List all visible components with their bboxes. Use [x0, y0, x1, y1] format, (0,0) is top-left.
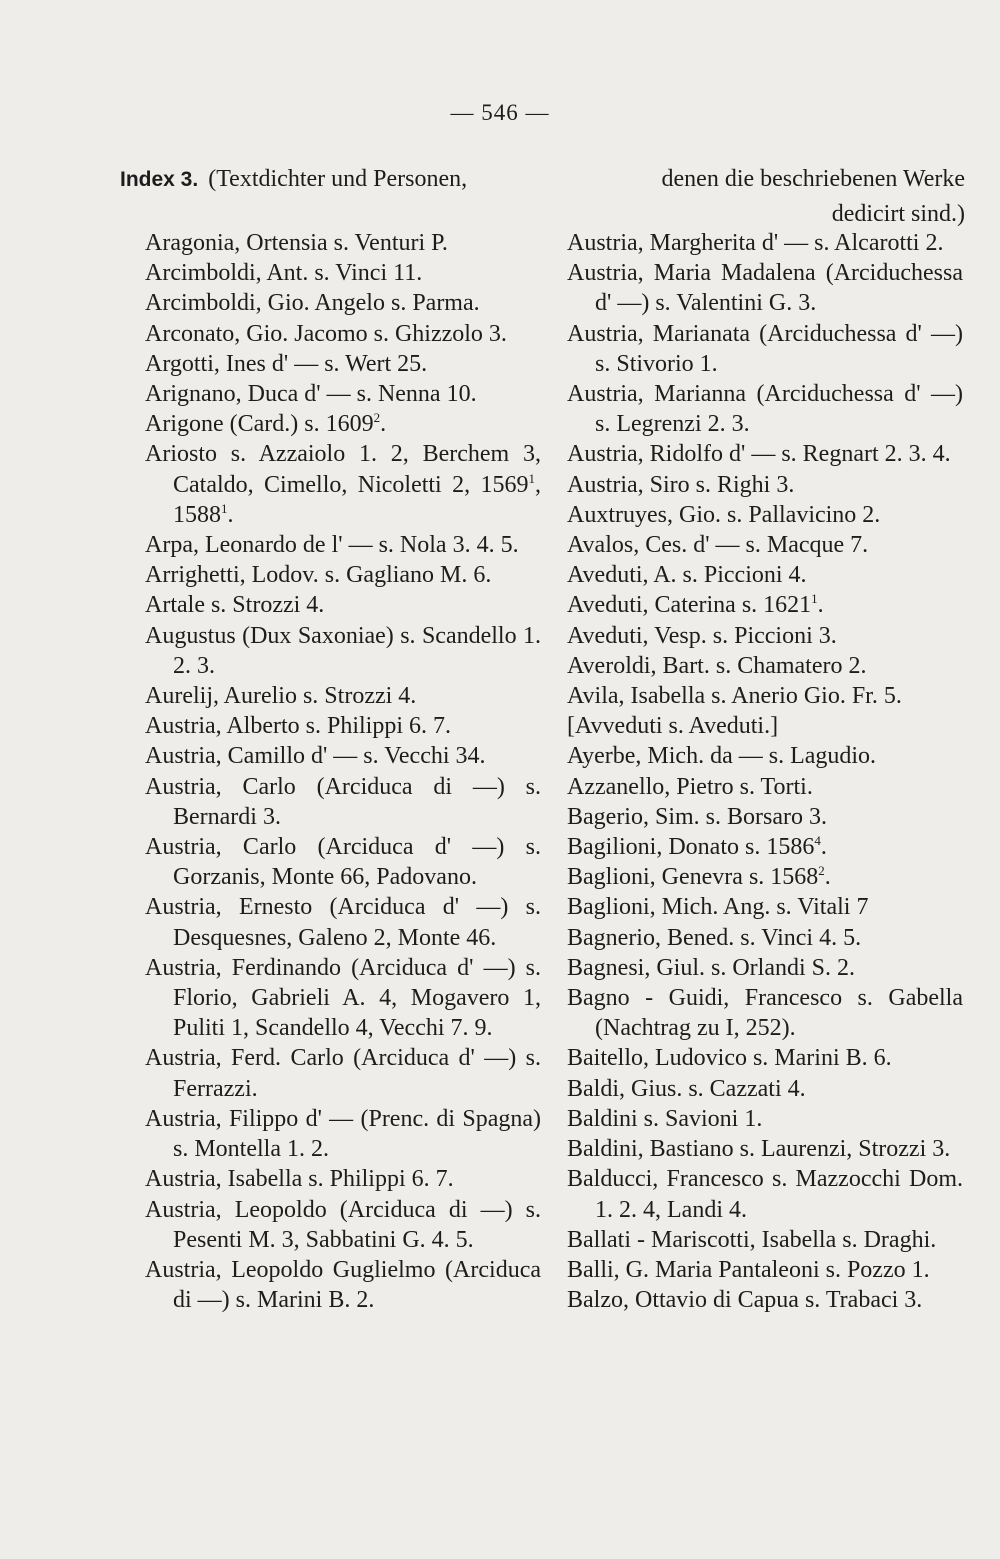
index-entry: Baldini, Bastiano s. Laurenzi, Strozzi 3. — [567, 1136, 951, 1163]
heading-left — [120, 162, 467, 197]
heading-line-1 — [120, 162, 965, 197]
index-entry: Bagnerio, Bened. s. Vinci 4. 5. — [567, 924, 862, 951]
index-entry: Baglioni, Mich. Ang. s. Vitali 7 — [567, 894, 869, 921]
index-entry: Austria, Ferdinando (Arciduca d' —) s. Florio, Gabrieli A. 4, Mogavero 1, Puliti 1, Scandello 4, Vecchi 7. 9. — [145, 954, 541, 1042]
index-entry: Aveduti, Caterina s. 1621$^1$. — [567, 591, 824, 619]
index-entry: Austria, Alberto s. Philippi 6. 7. — [145, 713, 451, 740]
page-number: — 546 — — [450, 100, 550, 125]
index-entry: [Avveduti s. Aveduti.] — [567, 713, 779, 740]
heading-text-part1: (Textdichter und Personen, — [208, 166, 468, 192]
index-entry: Austria, Maria Madalena (Arciduchessa d' —) s. Valentini G. 3. — [567, 260, 963, 317]
index-entry: Austria, Carlo (Arciduca d' —) s. Gorzanis, Monte 66, Padovano. — [145, 834, 541, 891]
index-heading — [120, 162, 965, 231]
index-entry: Austria, Ridolfo d' — s. Regnart 2. 3. 4. — [567, 441, 951, 468]
index-entry: Balducci, Francesco s. Mazzocchi Dom. 1. 2. 4, Landi 4. — [567, 1166, 963, 1223]
index-entry: Ayerbe, Mich. da — s. Lagudio. — [567, 743, 877, 770]
index-entry: Arigone (Card.) s. 1609$^2$. — [145, 410, 387, 438]
index-entry: Artale s. Strozzi 4. — [145, 592, 325, 619]
index-entry: Auxtruyes, Gio. s. Pallavicino 2. — [567, 501, 881, 528]
index-entry: Austria, Marianna (Arciduchessa d' —) s. Legrenzi 2. 3. — [567, 381, 963, 438]
index-column-left — [145, 228, 541, 1315]
index-entry: Bagnesi, Giul. s. Orlandi S. 2. — [567, 954, 855, 981]
index-entry: Austria, Margherita d' — s. Alcarotti 2. — [567, 230, 944, 256]
index-entry: Austria, Leopoldo Guglielmo (Arciduca di —) s. Marini B. 2. — [145, 1256, 541, 1314]
heading-line-2: dedicirt sind.) — [831, 201, 965, 227]
index-entry: Augustus (Dux Saxoniae) s. Scandello 1. 2. 3. — [145, 622, 541, 679]
index-column-right — [567, 228, 963, 1315]
index-entry: Bagilioni, Donato s. 1586$^4$. — [567, 833, 827, 861]
index-entry: Bagerio, Sim. s. Borsaro 3. — [567, 803, 827, 830]
index-entry: Austria, Leopoldo (Arciduca di —) s. Pesenti M. 3, Sabbatini G. 4. 5. — [145, 1196, 541, 1253]
index-entry: Ballati - Mariscotti, Isabella s. Draghi. — [567, 1226, 937, 1253]
index-entry: Argotti, Ines d' — s. Wert 25. — [145, 350, 428, 377]
index-entry: Azzanello, Pietro s. Torti. — [567, 773, 813, 800]
index-entry: Arignano, Duca d' — s. Nenna 10. — [145, 381, 477, 408]
index-entry: Austria, Ferd. Carlo (Arciduca d' —) s. Ferrazzi. — [145, 1045, 541, 1102]
index-entry: Averoldi, Bart. s. Chamatero 2. — [567, 652, 867, 679]
heading-text-part2: denen die beschriebenen Werke — [661, 166, 965, 192]
index-entry: Aurelij, Aurelio s. Strozzi 4. — [145, 683, 417, 710]
index-entry: Austria, Isabella s. Philippi 6. 7. — [145, 1166, 454, 1193]
index-entry: Arconato, Gio. Jacomo s. Ghizzolo 3. — [145, 320, 507, 347]
index-entry: Austria, Camillo d' — s. Vecchi 34. — [145, 743, 486, 770]
index-entry: Arrighetti, Lodov. s. Gagliano M. 6. — [145, 562, 492, 589]
index-label: Index 3. — [120, 168, 199, 191]
index-entry: Baglioni, Genevra s. 1568$^2$. — [567, 863, 831, 891]
index-entry: Avalos, Ces. d' — s. Macque 7. — [567, 532, 869, 559]
index-entry: Ariosto s. Azzaiolo 1. 2, Berchem 3, Cataldo, Cimello, Nicoletti 2, 1569$^1$, 1588$^1$. — [145, 441, 541, 528]
index-entry: Austria, Marianata (Arciduchessa d' —) s. Stivorio 1. — [567, 320, 963, 377]
index-entry: Baitello, Ludovico s. Marini B. 6. — [567, 1045, 892, 1072]
index-entry: Balli, G. Maria Pantaleoni s. Pozzo 1. — [567, 1256, 930, 1283]
index-entry: Aveduti, Vesp. s. Piccioni 3. — [567, 622, 837, 649]
index-entry: Austria, Siro s. Righi 3. — [567, 471, 795, 498]
index-entry: Baldi, Gius. s. Cazzati 4. — [567, 1075, 806, 1102]
index-entry: Arcimboldi, Gio. Angelo s. Parma. — [145, 290, 480, 317]
index-entry: Austria, Ernesto (Arciduca d' —) s. Desquesnes, Galeno 2, Monte 46. — [145, 894, 541, 951]
index-entry: Arcimboldi, Ant. s. Vinci 11. — [145, 260, 423, 287]
index-entry: Aveduti, A. s. Piccioni 4. — [567, 562, 807, 589]
index-entry: Aragonia, Ortensia s. Venturi P. — [145, 230, 448, 256]
index-entry: Austria, Filippo d' — (Prenc. di Spagna) s. Montella 1. 2. — [145, 1105, 541, 1163]
index-entry: Arpa, Leonardo de l' — s. Nola 3. 4. 5. — [145, 532, 519, 559]
index-entry: Avila, Isabella s. Anerio Gio. Fr. 5. — [567, 683, 902, 710]
index-entry: Balzo, Ottavio di Capua s. Trabaci 3. — [567, 1287, 923, 1314]
index-entry: Baldini s. Savioni 1. — [567, 1105, 763, 1132]
index-entry: Austria, Carlo (Arciduca di —) s. Bernardi 3. — [145, 773, 541, 830]
index-entry: Bagno - Guidi, Francesco s. Gabella (Nachtrag zu I, 252). — [567, 985, 963, 1042]
